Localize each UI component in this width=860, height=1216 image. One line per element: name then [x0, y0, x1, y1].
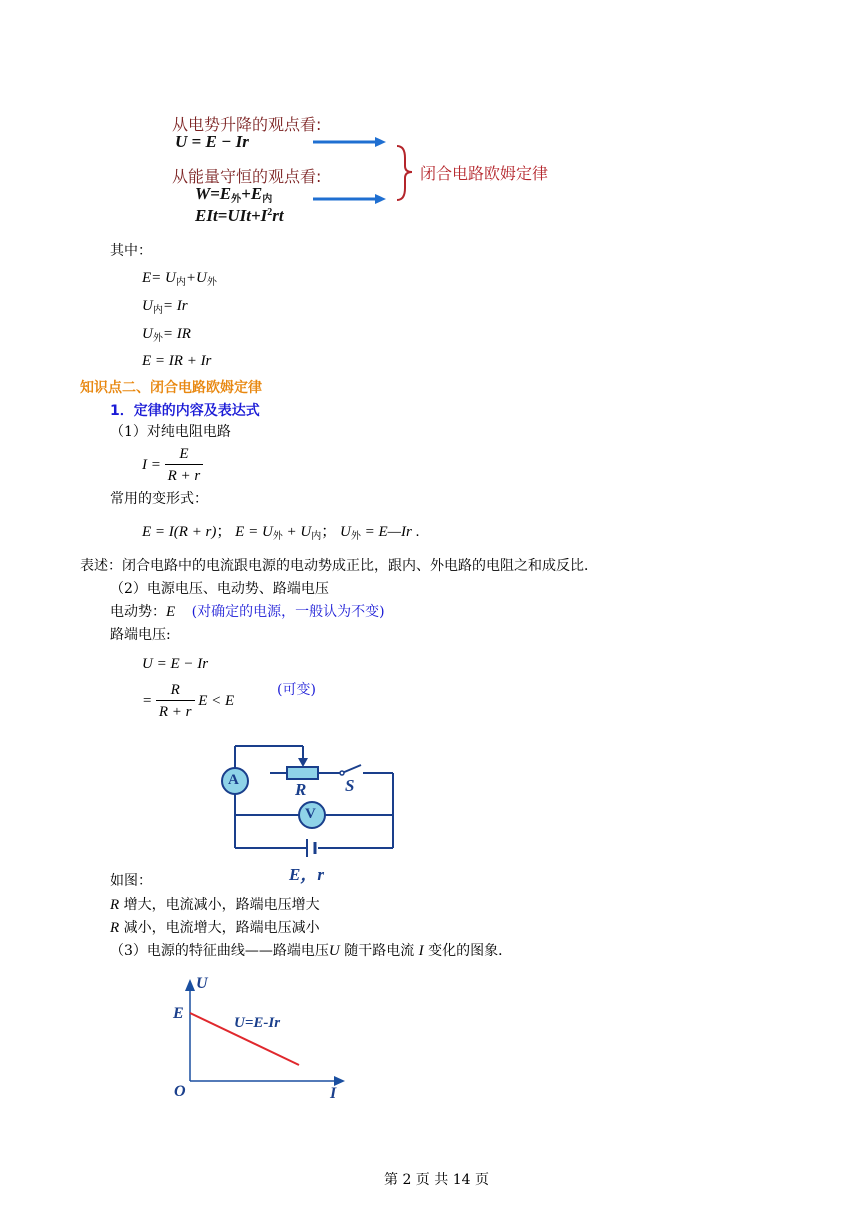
terminal-voltage-label: 路端电压: [110, 627, 171, 643]
arrow-1-icon [313, 137, 386, 147]
terminal-eq-1: U = E − Ir [142, 656, 209, 672]
characteristic-curve-label: （3）电源的特征曲线——路端电压U 随干路电流 I 变化的图象． [110, 943, 513, 959]
source-label: E，r [289, 865, 324, 884]
switch-contact-icon [340, 771, 344, 775]
circuit-diagram [215, 738, 405, 883]
formula-eit: $EIt=UIt+I^2rt$ [195, 206, 284, 225]
common-forms: E = I(R + r)； $E = U_外 + U_内$； $U_外$ = E—Ir . [142, 524, 420, 542]
emf-line: 电动势：E (对确定的电源，一般认为不变) [110, 604, 385, 620]
law-label: 闭合电路欧姆定律 [420, 164, 549, 183]
subsection-heading: 1．定律的内容及表达式 [110, 403, 260, 419]
as-shown-label: 如图： [110, 873, 152, 889]
intro-label: 其中： [110, 243, 152, 259]
slider-arrow-icon [298, 758, 308, 767]
variable-note: (可变) [277, 682, 316, 698]
eq-u-outer: $U_外=$ IR [142, 326, 191, 344]
formula-w: $W=E_外+E_内$ [195, 184, 273, 205]
terminal-eq-2: = $\frac{R}{R + r}$ E < E [142, 682, 235, 720]
top-diagram [165, 108, 565, 232]
ui-graph [168, 975, 358, 1105]
eq-u-inner: $U_内= Ir$ [142, 298, 188, 316]
potential-view-label: 从电势升降的观点看: [172, 115, 322, 134]
switch-label: S [345, 776, 355, 795]
section-heading: 知识点二、闭合电路欧姆定律 [80, 380, 262, 396]
ohm-law-formula: I = $\frac{E}{R + r}$ [142, 444, 203, 487]
pure-resistance-label: （1）对纯电阻电路 [110, 424, 231, 440]
y-axis-label: U [196, 975, 208, 992]
resistor-icon [287, 767, 318, 779]
emf-section-label: （2）电源电压、电动势、路端电压 [110, 581, 329, 597]
eq-e-sum: $E= U_内+U_外$ [142, 270, 217, 288]
origin-label: O [174, 1083, 186, 1100]
resistor-label: R [295, 780, 307, 799]
energy-view-label: 从能量守恒的观点看: [172, 167, 322, 186]
x-axis-label: I [330, 1085, 337, 1102]
eq-e-ir: E = IR + Ir [142, 353, 212, 369]
voltmeter-label: V [305, 806, 316, 822]
line-label: U=E-Ir [234, 1015, 281, 1031]
intercept-label: E [173, 1005, 184, 1022]
arrow-2-icon [313, 194, 386, 204]
case-increase: R 增大，电流减小，路端电压增大 [110, 897, 320, 913]
brace-icon [397, 146, 412, 200]
page-footer: 第 2 页 共 14 页 [384, 1172, 489, 1188]
common-forms-label: 常用的变形式： [110, 491, 208, 507]
ammeter-label: A [228, 772, 239, 788]
case-decrease: R 减小，电流增大，路端电压减小 [110, 920, 320, 936]
y-axis-arrow-icon [185, 979, 195, 991]
statement-text: 表述：闭合电路中的电流跟电源的电动势成正比，跟内、外电路的电阻之和成反比． [80, 558, 598, 574]
formula-u-e-ir: U = E − Ir [175, 132, 249, 151]
